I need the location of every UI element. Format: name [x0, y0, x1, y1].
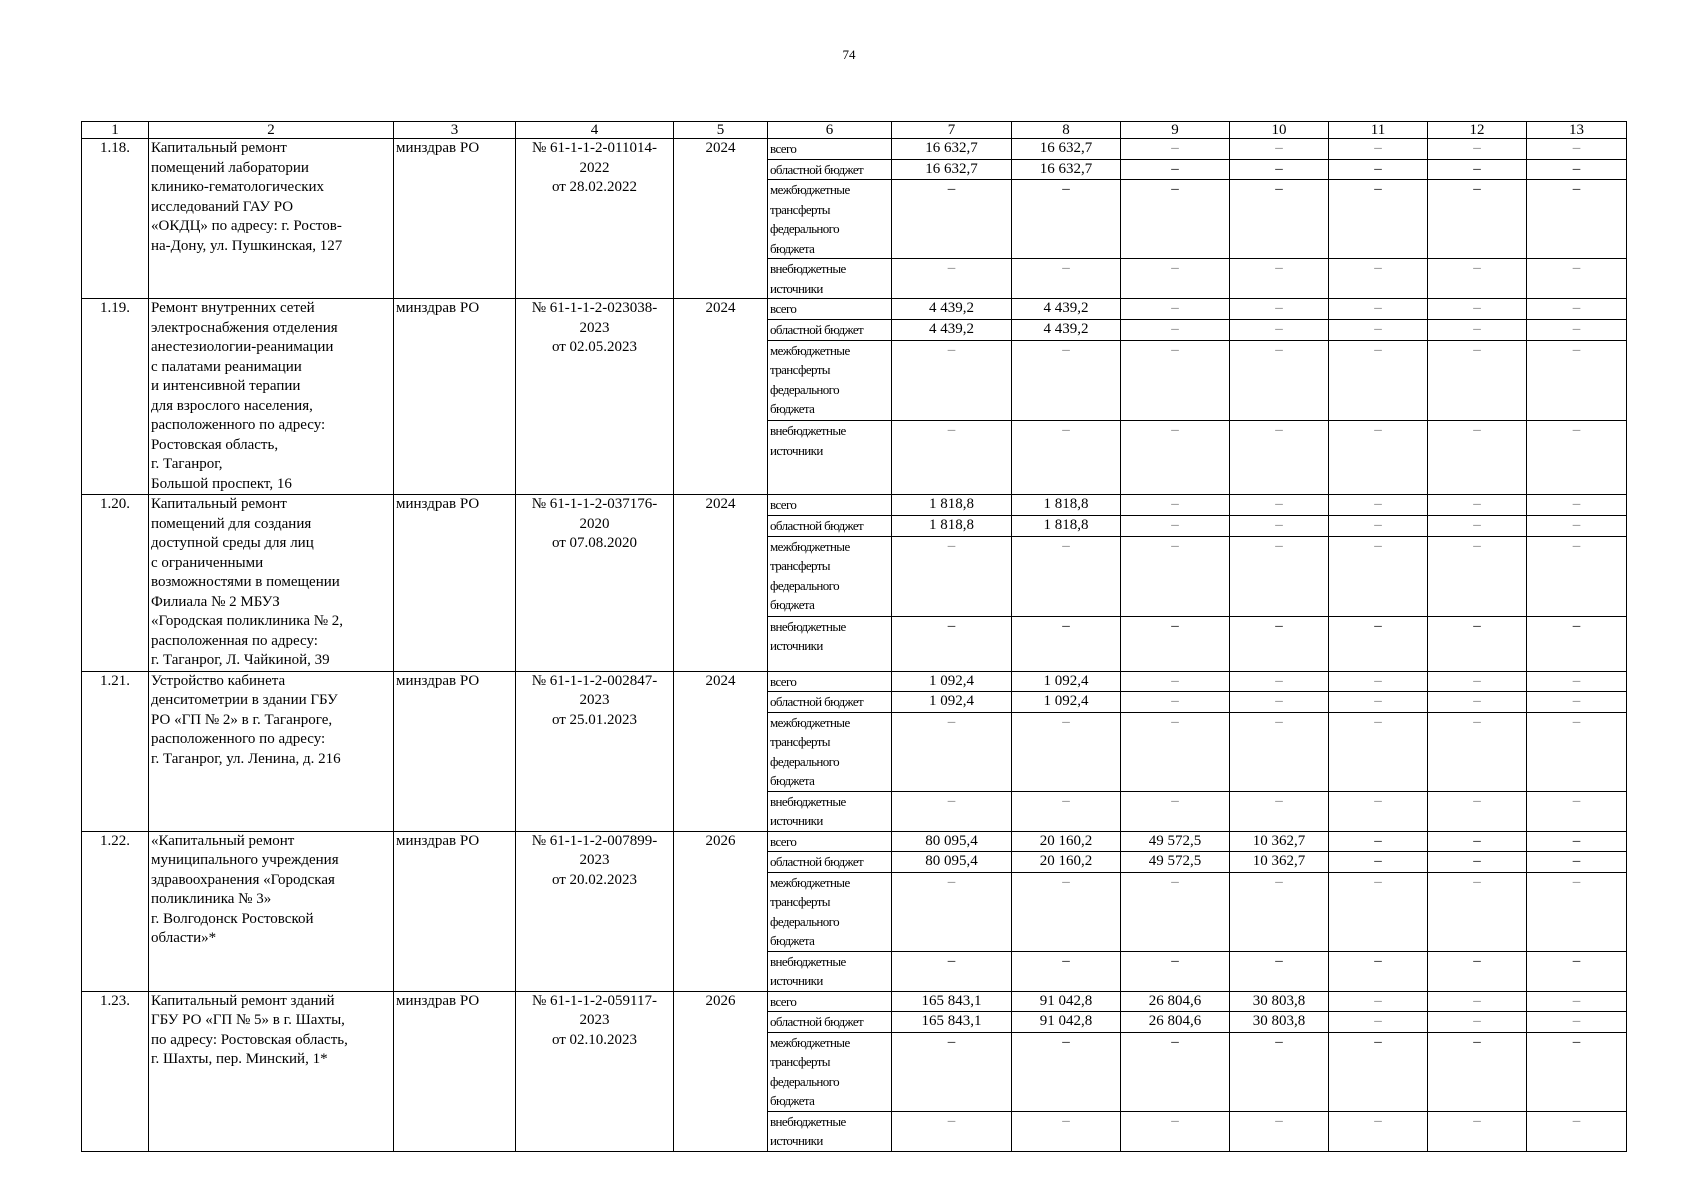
amount-cell: 30 803,8 [1230, 991, 1329, 1012]
amount-cell: – [1012, 616, 1121, 671]
amount-cell: – [1121, 180, 1230, 259]
amount-cell: – [892, 536, 1012, 616]
amount-cell: – [1428, 180, 1527, 259]
amount-cell: 1 818,8 [1012, 495, 1121, 516]
amount-cell: 1 818,8 [1012, 515, 1121, 536]
amount-cell: – [1230, 340, 1329, 421]
amount-cell: – [1121, 671, 1230, 692]
amount-cell: – [1121, 1032, 1230, 1111]
amount-cell: 1 818,8 [892, 495, 1012, 516]
amount-cell: – [1428, 1012, 1527, 1033]
item-number: 1.20. [82, 495, 149, 672]
item-year: 2026 [674, 991, 768, 1151]
amount-cell: 80 095,4 [892, 852, 1012, 873]
funding-source: всего [768, 495, 892, 516]
header-cell: 3 [394, 122, 516, 139]
item-executor: минздрав РО [394, 139, 516, 299]
amount-cell: – [1230, 1032, 1329, 1111]
funding-source: межбюджетные трансферты федерального бюджета [768, 872, 892, 951]
header-cell: 8 [1012, 122, 1121, 139]
amount-cell: – [1012, 340, 1121, 421]
amount-cell: 91 042,8 [1012, 1012, 1121, 1033]
amount-cell: – [1428, 536, 1527, 616]
amount-cell: – [1527, 159, 1627, 180]
amount-cell: – [1329, 259, 1428, 299]
amount-cell: – [1428, 139, 1527, 160]
header-cell: 9 [1121, 122, 1230, 139]
amount-cell: – [1121, 616, 1230, 671]
amount-cell: – [1329, 852, 1428, 873]
amount-cell: – [1527, 1032, 1627, 1111]
funding-source: межбюджетные трансферты федерального бюджета [768, 340, 892, 421]
amount-cell: – [1527, 299, 1627, 320]
header-cell: 1 [82, 122, 149, 139]
funding-source: всего [768, 299, 892, 320]
amount-cell: 1 092,4 [892, 692, 1012, 713]
item-year: 2024 [674, 671, 768, 831]
item-executor: минздрав РО [394, 991, 516, 1151]
amount-cell: – [1428, 671, 1527, 692]
amount-cell: – [1329, 791, 1428, 831]
amount-cell: 16 632,7 [1012, 139, 1121, 160]
amount-cell: – [1329, 1111, 1428, 1151]
amount-cell: – [892, 616, 1012, 671]
amount-cell: – [1121, 299, 1230, 320]
amount-cell: – [1329, 319, 1428, 340]
amount-cell: – [1230, 299, 1329, 320]
amount-cell: – [1012, 536, 1121, 616]
amount-cell: – [1230, 259, 1329, 299]
amount-cell: – [892, 1032, 1012, 1111]
amount-cell: – [1230, 421, 1329, 495]
amount-cell: – [1527, 495, 1627, 516]
amount-cell: – [1428, 872, 1527, 951]
funding-source: областной бюджет [768, 515, 892, 536]
item-document: № 61-1-1-2-007899- 2023 от 20.02.2023 [516, 831, 674, 991]
item-number: 1.21. [82, 671, 149, 831]
amount-cell: 20 160,2 [1012, 831, 1121, 852]
amount-cell: – [1329, 536, 1428, 616]
item-name: «Капитальный ремонт муниципального учреждения здравоохранения «Городская поликлиника № 3» г. Волгодонск Ростовской области»* [149, 831, 394, 991]
amount-cell: – [1428, 831, 1527, 852]
amount-cell: 165 843,1 [892, 991, 1012, 1012]
amount-cell: – [1428, 515, 1527, 536]
amount-cell: – [1121, 1111, 1230, 1151]
amount-cell: – [1527, 991, 1627, 1012]
item-document: № 61-1-1-2-011014- 2022 от 28.02.2022 [516, 139, 674, 299]
item-executor: минздрав РО [394, 831, 516, 991]
amount-cell: – [1428, 299, 1527, 320]
header-cell: 12 [1428, 122, 1527, 139]
amount-cell: 10 362,7 [1230, 852, 1329, 873]
amount-cell: – [1527, 139, 1627, 160]
amount-cell: – [1012, 951, 1121, 991]
header-cell: 2 [149, 122, 394, 139]
amount-cell: – [1428, 951, 1527, 991]
header-cell: 10 [1230, 122, 1329, 139]
table-row [82, 139, 1627, 160]
amount-cell: – [1329, 712, 1428, 791]
amount-cell: – [1230, 951, 1329, 991]
amount-cell: 1 092,4 [1012, 671, 1121, 692]
item-year: 2024 [674, 495, 768, 672]
amount-cell: – [1121, 692, 1230, 713]
amount-cell: – [1428, 340, 1527, 421]
header-cell: 7 [892, 122, 1012, 139]
amount-cell: 4 439,2 [892, 299, 1012, 320]
funding-source: областной бюджет [768, 1012, 892, 1033]
item-name: Капитальный ремонт зданий ГБУ РО «ГП № 5» в г. Шахты, по адресу: Ростовская область, г. Шахты, пер. Минский, 1* [149, 991, 394, 1151]
funding-source: областной бюджет [768, 319, 892, 340]
amount-cell: – [1230, 536, 1329, 616]
amount-cell: – [1329, 991, 1428, 1012]
amount-cell: 49 572,5 [1121, 852, 1230, 873]
header-cell: 13 [1527, 122, 1627, 139]
amount-cell: 16 632,7 [1012, 159, 1121, 180]
table-row [82, 831, 1627, 852]
funding-source: межбюджетные трансферты федерального бюджета [768, 1032, 892, 1111]
amount-cell: – [1012, 872, 1121, 951]
amount-cell: – [1527, 712, 1627, 791]
amount-cell: – [892, 1111, 1012, 1151]
funding-source: областной бюджет [768, 692, 892, 713]
funding-source: внебюджетные источники [768, 1111, 892, 1151]
amount-cell: – [1527, 180, 1627, 259]
amount-cell: – [1527, 340, 1627, 421]
funding-source: внебюджетные источники [768, 616, 892, 671]
item-name: Устройство кабинета денситометрии в здании ГБУ РО «ГП № 2» в г. Таганроге, расположенного по адресу: г. Таганрог, ул. Ленина, д. 216 [149, 671, 394, 831]
table-row [82, 671, 1627, 692]
amount-cell: 80 095,4 [892, 831, 1012, 852]
amount-cell: – [1329, 671, 1428, 692]
amount-cell: – [1230, 495, 1329, 516]
amount-cell: – [1329, 692, 1428, 713]
amount-cell: – [1121, 872, 1230, 951]
item-executor: минздрав РО [394, 495, 516, 672]
amount-cell: – [1527, 852, 1627, 873]
item-executor: минздрав РО [394, 671, 516, 831]
amount-cell: – [1329, 515, 1428, 536]
amount-cell: 10 362,7 [1230, 831, 1329, 852]
amount-cell: 4 439,2 [892, 319, 1012, 340]
amount-cell: – [1121, 319, 1230, 340]
funding-source: внебюджетные источники [768, 421, 892, 495]
amount-cell: – [1230, 159, 1329, 180]
amount-cell: – [1329, 951, 1428, 991]
item-name: Ремонт внутренних сетей электроснабжения отделения анестезиологии-реанимации с палатами реанимации и интенсивной терапии для взрослого населения, расположенного по адресу: Ростовская область, г. Таганрог, Большой проспект, 16 [149, 299, 394, 495]
amount-cell: – [1428, 1032, 1527, 1111]
amount-cell: – [1527, 1012, 1627, 1033]
amount-cell: – [892, 712, 1012, 791]
funding-source: внебюджетные источники [768, 791, 892, 831]
item-executor: минздрав РО [394, 299, 516, 495]
funding-source: областной бюджет [768, 159, 892, 180]
amount-cell: – [1121, 536, 1230, 616]
item-number: 1.23. [82, 991, 149, 1151]
amount-cell: 4 439,2 [1012, 319, 1121, 340]
amount-cell: – [1230, 139, 1329, 160]
amount-cell: – [1230, 872, 1329, 951]
item-name: Капитальный ремонт помещений для создания доступной среды для лиц с ограниченными возможностями в помещении Филиала № 2 МБУЗ «Городская поликлиника № 2, расположенная по адресу: г. Таганрог, Л. Чайкиной, 39 [149, 495, 394, 672]
amount-cell: – [1121, 951, 1230, 991]
amount-cell: 49 572,5 [1121, 831, 1230, 852]
page-number: 74 [842, 47, 856, 62]
amount-cell: – [892, 259, 1012, 299]
amount-cell: 16 632,7 [892, 139, 1012, 160]
amount-cell: – [1428, 259, 1527, 299]
header-row [82, 122, 1627, 139]
amount-cell: – [1012, 1111, 1121, 1151]
amount-cell: – [1230, 180, 1329, 259]
item-number: 1.19. [82, 299, 149, 495]
amount-cell: – [1527, 671, 1627, 692]
amount-cell: – [1012, 259, 1121, 299]
amount-cell: – [1329, 159, 1428, 180]
amount-cell: – [1121, 340, 1230, 421]
funding-source: всего [768, 139, 892, 160]
amount-cell: – [1121, 421, 1230, 495]
amount-cell: – [1012, 1032, 1121, 1111]
funding-source: межбюджетные трансферты федерального бюджета [768, 180, 892, 259]
amount-cell: – [1527, 515, 1627, 536]
funding-source: областной бюджет [768, 852, 892, 873]
amount-cell: – [1230, 515, 1329, 536]
amount-cell: – [1428, 991, 1527, 1012]
amount-cell: – [1428, 791, 1527, 831]
amount-cell: – [1527, 616, 1627, 671]
amount-cell: – [1527, 536, 1627, 616]
amount-cell: 91 042,8 [1012, 991, 1121, 1012]
amount-cell: – [1121, 495, 1230, 516]
amount-cell: – [1121, 515, 1230, 536]
amount-cell: – [1329, 421, 1428, 495]
header-cell: 5 [674, 122, 768, 139]
amount-cell: – [1527, 259, 1627, 299]
amount-cell: – [1230, 616, 1329, 671]
amount-cell: – [1230, 712, 1329, 791]
amount-cell: – [1329, 495, 1428, 516]
amount-cell: – [892, 340, 1012, 421]
amount-cell: 165 843,1 [892, 1012, 1012, 1033]
item-name: Капитальный ремонт помещений лаборатории клинико-гематологических исследований ГАУ РО «ОКДЦ» по адресу: г. Ростов- на-Дону, ул. Пушкинская, 127 [149, 139, 394, 299]
amount-cell: – [1428, 616, 1527, 671]
item-year: 2024 [674, 139, 768, 299]
funding-source: межбюджетные трансферты федерального бюджета [768, 712, 892, 791]
amount-cell: – [1230, 319, 1329, 340]
amount-cell: – [1121, 259, 1230, 299]
funding-source: всего [768, 991, 892, 1012]
amount-cell: 30 803,8 [1230, 1012, 1329, 1033]
funding-source: межбюджетные трансферты федерального бюджета [768, 536, 892, 616]
item-year: 2024 [674, 299, 768, 495]
amount-cell: – [1121, 159, 1230, 180]
table-row [82, 495, 1627, 516]
amount-cell: – [1012, 712, 1121, 791]
amount-cell: – [1329, 1012, 1428, 1033]
amount-cell: 1 092,4 [892, 671, 1012, 692]
amount-cell: – [1527, 951, 1627, 991]
amount-cell: 1 818,8 [892, 515, 1012, 536]
budget-table [81, 121, 1627, 1152]
amount-cell: – [1527, 319, 1627, 340]
item-document: № 61-1-1-2-002847- 2023 от 25.01.2023 [516, 671, 674, 831]
amount-cell: – [1329, 831, 1428, 852]
amount-cell: – [1121, 791, 1230, 831]
table-row [82, 991, 1627, 1012]
amount-cell: – [1527, 831, 1627, 852]
funding-source: внебюджетные источники [768, 259, 892, 299]
funding-source: всего [768, 831, 892, 852]
funding-source: всего [768, 671, 892, 692]
amount-cell: – [1428, 421, 1527, 495]
amount-cell: – [1230, 692, 1329, 713]
amount-cell: – [1428, 852, 1527, 873]
amount-cell: – [1527, 421, 1627, 495]
header-cell: 6 [768, 122, 892, 139]
amount-cell: – [1121, 139, 1230, 160]
amount-cell: 20 160,2 [1012, 852, 1121, 873]
amount-cell: – [1527, 872, 1627, 951]
amount-cell: – [1230, 1111, 1329, 1151]
item-document: № 61-1-1-2-037176- 2020 от 07.08.2020 [516, 495, 674, 672]
amount-cell: – [892, 421, 1012, 495]
amount-cell: – [892, 872, 1012, 951]
amount-cell: – [1527, 791, 1627, 831]
amount-cell: – [1230, 791, 1329, 831]
amount-cell: – [1527, 1111, 1627, 1151]
amount-cell: – [1428, 712, 1527, 791]
amount-cell: – [1329, 139, 1428, 160]
item-year: 2026 [674, 831, 768, 991]
amount-cell: – [1329, 1032, 1428, 1111]
amount-cell: – [1230, 671, 1329, 692]
item-number: 1.18. [82, 139, 149, 299]
item-number: 1.22. [82, 831, 149, 991]
amount-cell: – [1329, 340, 1428, 421]
amount-cell: – [1329, 872, 1428, 951]
amount-cell: – [1428, 692, 1527, 713]
amount-cell: 16 632,7 [892, 159, 1012, 180]
amount-cell: – [1329, 299, 1428, 320]
amount-cell: – [1428, 495, 1527, 516]
item-document: № 61-1-1-2-059117- 2023 от 02.10.2023 [516, 991, 674, 1151]
amount-cell: – [892, 180, 1012, 259]
amount-cell: 26 804,6 [1121, 1012, 1230, 1033]
funding-source: внебюджетные источники [768, 951, 892, 991]
header-cell: 4 [516, 122, 674, 139]
amount-cell: – [1012, 791, 1121, 831]
amount-cell: – [1329, 616, 1428, 671]
amount-cell: – [1428, 159, 1527, 180]
amount-cell: – [1329, 180, 1428, 259]
item-document: № 61-1-1-2-023038- 2023 от 02.05.2023 [516, 299, 674, 495]
amount-cell: – [1428, 1111, 1527, 1151]
amount-cell: – [1121, 712, 1230, 791]
amount-cell: 26 804,6 [1121, 991, 1230, 1012]
amount-cell: – [892, 791, 1012, 831]
amount-cell: – [1012, 421, 1121, 495]
table-row [82, 299, 1627, 320]
amount-cell: – [892, 951, 1012, 991]
amount-cell: 1 092,4 [1012, 692, 1121, 713]
amount-cell: – [1012, 180, 1121, 259]
amount-cell: – [1428, 319, 1527, 340]
header-cell: 11 [1329, 122, 1428, 139]
amount-cell: – [1527, 692, 1627, 713]
amount-cell: 4 439,2 [1012, 299, 1121, 320]
